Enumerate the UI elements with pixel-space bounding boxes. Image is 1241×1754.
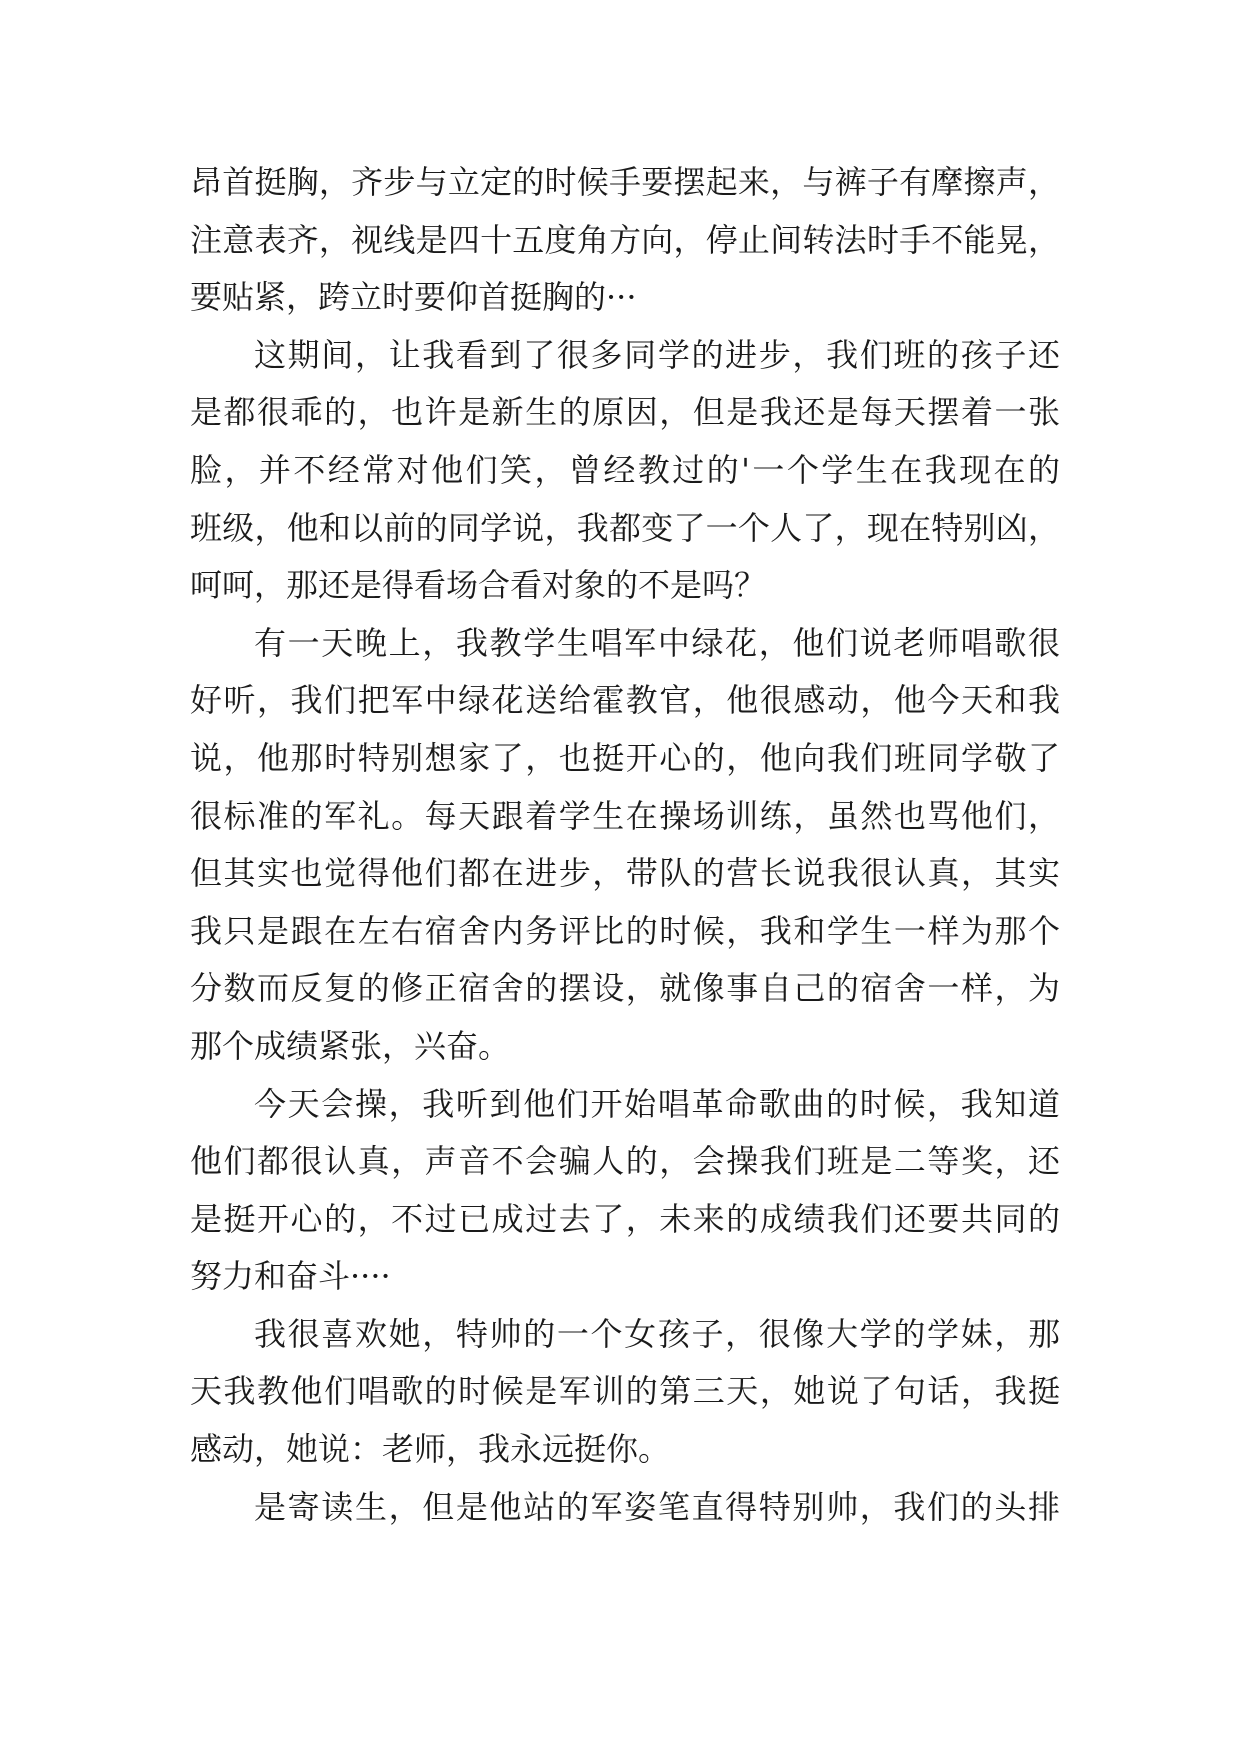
text-line: 好听，我们把军中绿花送给霍教官，他很感动，他今天和我 — [190, 681, 1060, 720]
text-line: 今天会操，我听到他们开始唱革命歌曲的时候，我知道 — [254, 1084, 1060, 1123]
text-line: 我只是跟在左右宿舍内务评比的时候，我和学生一样为那个 — [190, 911, 1060, 950]
text-line: 分数而反复的修正宿舍的摆设，就像事自己的宿舍一样，为 — [190, 969, 1060, 1008]
text-line: 班级，他和以前的同学说，我都变了一个人了，现在特别凶， — [190, 508, 1060, 547]
text-line: 努力和奋斗···· — [190, 1257, 391, 1296]
text-line: 有一天晚上，我教学生唱军中绿花，他们说老师唱歌很 — [254, 623, 1060, 662]
text-line: 是挺开心的，不过已成过去了，未来的成绩我们还要共同的 — [190, 1199, 1060, 1238]
text-line: 天我教他们唱歌的时候是军训的第三天，她说了句话，我挺 — [190, 1372, 1060, 1411]
text-line: 很标准的军礼。每天跟着学生在操场训练，虽然也骂他们， — [190, 796, 1060, 835]
text-line: 是寄读生，但是他站的军姿笔直得特别帅，我们的头排 — [254, 1487, 1060, 1526]
text-line: 我很喜欢她，特帅的一个女孩子，很像大学的学妹，那 — [254, 1314, 1060, 1353]
text-line: 他们都很认真，声音不会骗人的，会操我们班是二等奖，还 — [190, 1142, 1060, 1181]
text-line: 呵呵，那还是得看场合看对象的不是吗？ — [190, 566, 767, 605]
text-line: 昂首挺胸，齐步与立定的时候手要摆起来，与裤子有摩擦声， — [190, 163, 1060, 201]
text-line: 是都很乖的，也许是新生的原因，但是我还是每天摆着一张 — [190, 393, 1060, 432]
text-line: 但其实也觉得他们都在进步，带队的营长说我很认真，其实 — [190, 854, 1060, 893]
text-line: 那个成绩紧张，兴奋。 — [190, 1026, 511, 1065]
text-line: 这期间，让我看到了很多同学的进步，我们班的孩子还 — [254, 335, 1060, 374]
text-line: 注意表齐，视线是四十五度角方向，停止间转法时手不能晃， — [190, 220, 1060, 259]
text-line: 脸，并不经常对他们笑，曾经教过的'一个学生在我现在的 — [190, 450, 1060, 489]
text-line: 要贴紧，跨立时要仰首挺胸的··· — [190, 278, 637, 317]
text-line: 说，他那时特别想家了，也挺开心的，他向我们班同学敬了 — [190, 738, 1060, 777]
text-line: 感动，她说：老师，我永远挺你。 — [190, 1430, 671, 1469]
body-text — [190, 154, 1060, 1536]
